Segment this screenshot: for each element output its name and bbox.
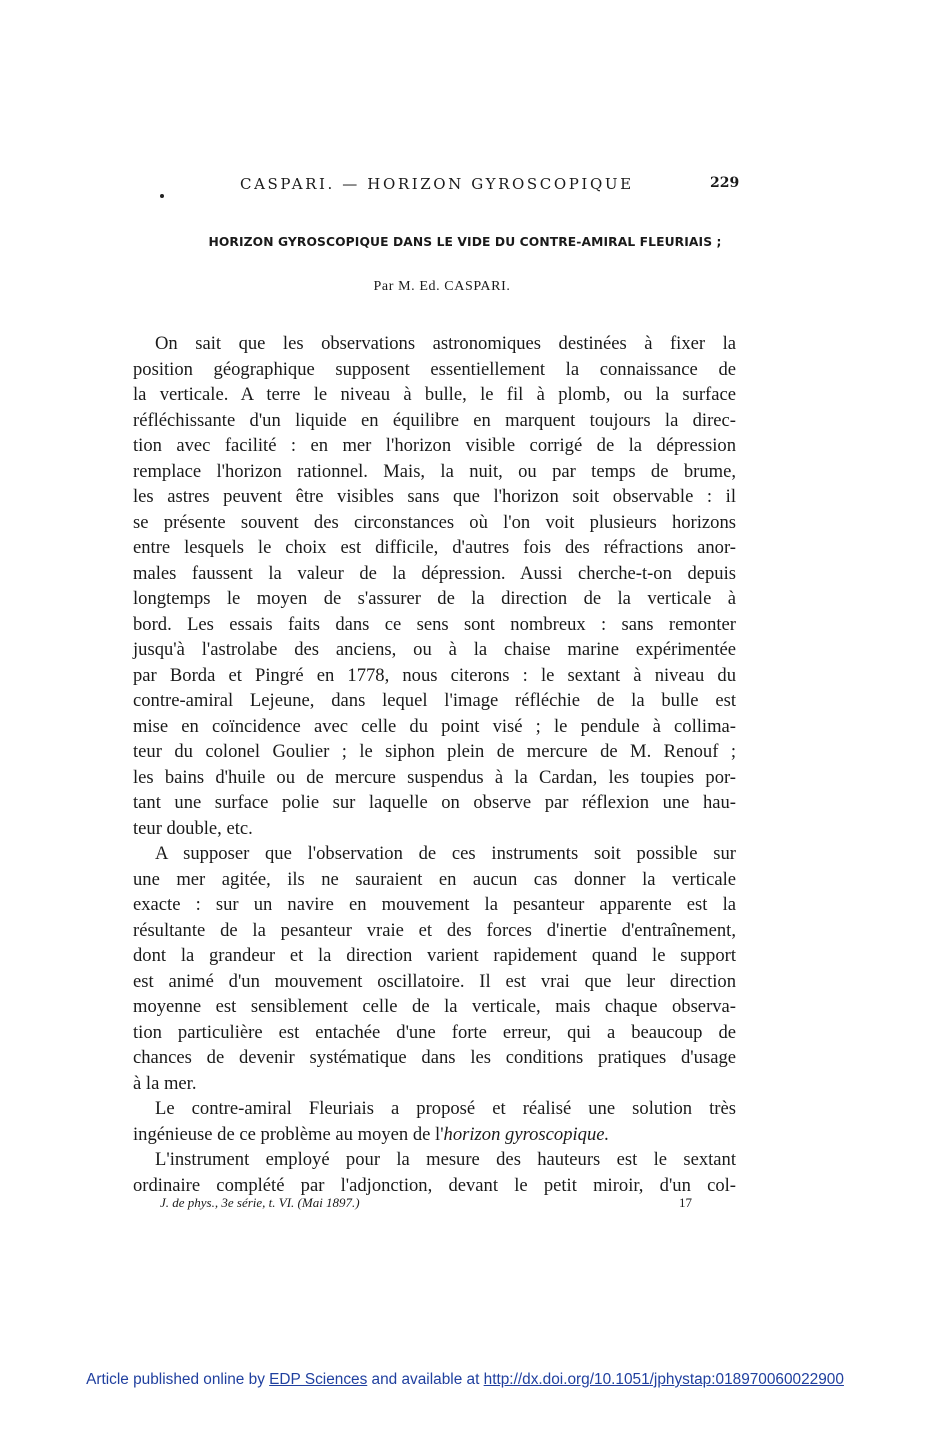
text-line: la verticale. A terre le niveau à bulle, le fil à plomb, ou la surface — [133, 384, 736, 405]
text-line: une mer agitée, ils ne sauraient en aucun cas donner la verticale — [133, 868, 736, 890]
italic-term: horizon gyroscopique. — [443, 1123, 610, 1145]
page-number: 229 — [710, 175, 740, 191]
text-line: L'instrument employé pour la mesure des hauteurs est le sextant — [155, 1149, 736, 1170]
publication-banner — [0, 1371, 930, 1389]
text-line: males faussent la valeur de la dépression. Aussi cherche-t-on depuis — [133, 562, 736, 584]
edp-sciences-link[interactable]: EDP Sciences — [269, 1371, 368, 1388]
text-line: moyenne est sensiblement celle de la verticale, mais chaque observa- — [133, 996, 736, 1017]
text-line: teur double, etc. — [133, 817, 253, 839]
paragraph-3 — [133, 1096, 736, 1147]
text-line: jusqu'à l'astrolabe des anciens, ou à la chaise marine expérimentée — [133, 639, 736, 660]
doi-link[interactable]: http://dx.doi.org/10.1051/jphystap:018970060022900 — [483, 1371, 844, 1388]
text-line: réfléchissante d'un liquide en équilibre en marquent toujours la direc- — [133, 409, 736, 431]
text-line: par Borda et Pingré en 1778, nous citerons : le sextant à niveau du — [133, 664, 736, 686]
ink-speck — [160, 194, 164, 198]
text-line: Le contre-amiral Fleuriais a proposé et réalisé une solution très — [155, 1098, 736, 1119]
text-line: remplace l'horizon rationnel. Mais, la nuit, ou par temps de brume, — [133, 460, 736, 482]
running-title: CASPARI. — HORIZON GYROSCOPIQUE — [240, 175, 634, 193]
text-line: tion particulière est entachée d'une forte erreur, qui a beaucoup de — [133, 1021, 736, 1043]
sheet-number: 17 — [679, 1195, 692, 1210]
page-footer — [160, 1195, 700, 1213]
byline: Par M. Ed. CASPARI. — [373, 279, 511, 294]
paragraph-2 — [133, 841, 736, 1096]
text-line: entre lesquels le choix est difficile, d'autres fois des réfractions anor- — [133, 537, 736, 558]
banner-middle: and available at — [367, 1371, 484, 1388]
banner-prefix: Article published online by — [86, 1371, 270, 1388]
text-line: mise en coïncidence avec celle du point visé ; le pendule à collima- — [133, 715, 736, 737]
article-title: HORIZON GYROSCOPIQUE DANS LE VIDE DU CONTRE-AMIRAL FLEURIAIS ; — [208, 235, 722, 249]
text-line: tant une surface polie sur laquelle on observe par réflexion une hau- — [133, 792, 736, 813]
text-line: On sait que les observations astronomiques destinées à fixer la — [155, 333, 736, 354]
text-line: les astres peuvent être visibles sans que l'horizon soit observable : il — [133, 486, 736, 507]
text-line: les bains d'huile ou de mercure suspendus à la Cardan, les toupies por- — [133, 766, 736, 788]
paragraph-1 — [133, 331, 736, 841]
text-line: A supposer que l'observation de ces instruments soit possible sur — [155, 843, 736, 864]
text-line: longtemps le moyen de s'assurer de la direction de la verticale à — [133, 588, 736, 609]
text-line — [133, 1122, 736, 1148]
text-line: exacte : sur un navire en mouvement la pesanteur apparente est la — [133, 894, 736, 915]
journal-reference: J. de phys., 3e série, t. VI. (Mai 1897.) — [160, 1195, 360, 1210]
text-line: contre-amiral Lejeune, dans lequel l'image réfléchie de la bulle est — [133, 690, 736, 711]
text-line: position géographique supposent essentiellement la connaissance de — [133, 358, 736, 380]
text-line: ordinaire complété par l'adjonction, devant le petit miroir, d'un col- — [133, 1174, 736, 1196]
text-line: se présente souvent des circonstances où l'on voit plusieurs horizons — [133, 511, 736, 533]
text-line: est animé d'un mouvement oscillatoire. Il est vrai que leur direction — [133, 970, 736, 992]
text-line: teur du colonel Goulier ; le siphon plein de mercure de M. Renouf ; — [133, 741, 736, 762]
text-line: résultante de la pesanteur vraie et des forces d'inertie d'entraînement, — [133, 919, 736, 941]
running-head — [0, 175, 930, 197]
text-line: bord. Les essais faits dans ce sens sont nombreux : sans remonter — [133, 613, 736, 635]
text-line: dont la grandeur et la direction varient rapidement quand le support — [133, 945, 736, 966]
text-line: tion avec facilité : en mer l'horizon visible corrigé de la dépression — [133, 435, 736, 456]
article-body — [133, 331, 736, 1198]
text-line: chances de devenir systématique dans les conditions pratiques d'usage — [133, 1047, 736, 1068]
paragraph-4 — [133, 1147, 736, 1198]
text-line: à la mer. — [133, 1072, 197, 1094]
text-run: ingénieuse de ce problème au moyen de l' — [133, 1123, 444, 1145]
